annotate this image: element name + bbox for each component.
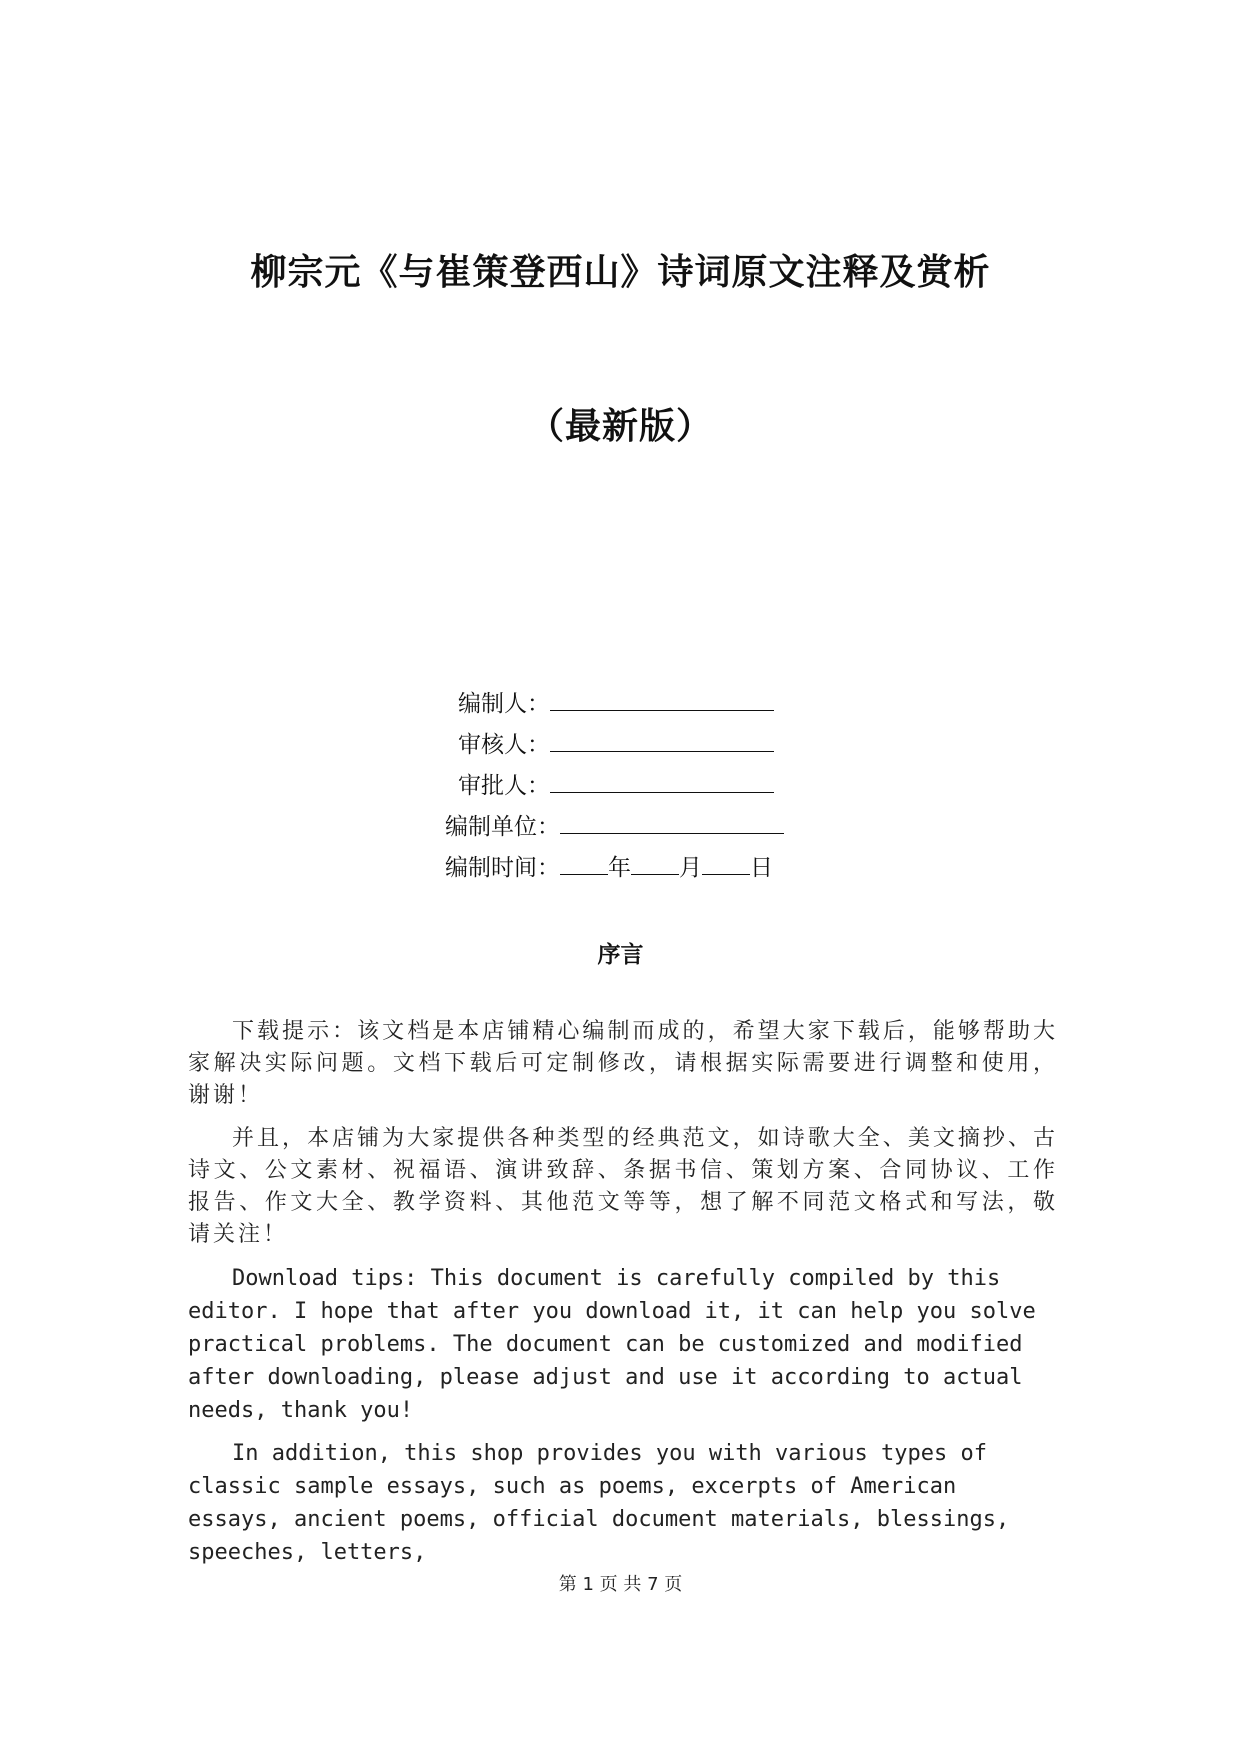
field-approver xyxy=(458,770,774,800)
field-approver-blank xyxy=(550,770,774,793)
date-day-label: 日 xyxy=(750,855,773,881)
preface-heading: 序言 xyxy=(597,942,644,968)
preface-paragraph-cn-1: 下载提示：该文档是本店铺精心编制而成的，希望大家下载后，能够帮助大家解决实际问题。文档下载后可定制修改，请根据实际需要进行调整和使用，谢谢！ xyxy=(188,1019,1058,1108)
field-date xyxy=(445,852,773,882)
field-editor xyxy=(458,688,774,718)
preface-body xyxy=(188,1016,1058,1579)
date-year-blank xyxy=(560,852,608,875)
field-organization xyxy=(445,811,784,841)
date-month-blank xyxy=(631,852,679,875)
date-day-blank xyxy=(702,852,750,875)
field-approver-label: 审批人： xyxy=(458,773,550,799)
document-title: 柳宗元《与崔策登西山》诗词原文注释及赏析 xyxy=(250,251,991,293)
document-subtitle: （最新版） xyxy=(527,405,713,447)
field-reviewer xyxy=(458,729,774,759)
page-footer: 第 1 页 共 7 页 xyxy=(558,1574,683,1595)
field-reviewer-blank xyxy=(550,729,774,752)
field-reviewer-label: 审核人： xyxy=(458,732,550,758)
field-editor-blank xyxy=(550,688,774,711)
field-date-label: 编制时间： xyxy=(445,855,560,881)
preface-paragraph-en-1: Download tips: This document is carefully compiled by this editor. I hope that after you download it, it can help you solve practical problems. The document can be customized and modified after downloading, please adjust and use it according to actual needs, thank you! xyxy=(188,1266,1036,1423)
date-month-label: 月 xyxy=(679,855,702,881)
preface-paragraph-en-2: In addition, this shop provides you with various types of classic sample essays, such as poems, excerpts of American essays, ancient poems, official document materials, blessings, speeches, letters, xyxy=(188,1441,1010,1565)
field-editor-label: 编制人： xyxy=(458,691,550,717)
date-year-label: 年 xyxy=(608,855,631,881)
preface-paragraph-cn-2: 并且，本店铺为大家提供各种类型的经典范文，如诗歌大全、美文摘抄、古诗文、公文素材、祝福语、演讲致辞、条据书信、策划方案、合同协议、工作报告、作文大全、教学资料、其他范文等等，想了解不同范文格式和写法，敬请关注！ xyxy=(188,1126,1058,1247)
field-organization-label: 编制单位： xyxy=(445,814,560,840)
field-organization-blank xyxy=(560,811,784,834)
